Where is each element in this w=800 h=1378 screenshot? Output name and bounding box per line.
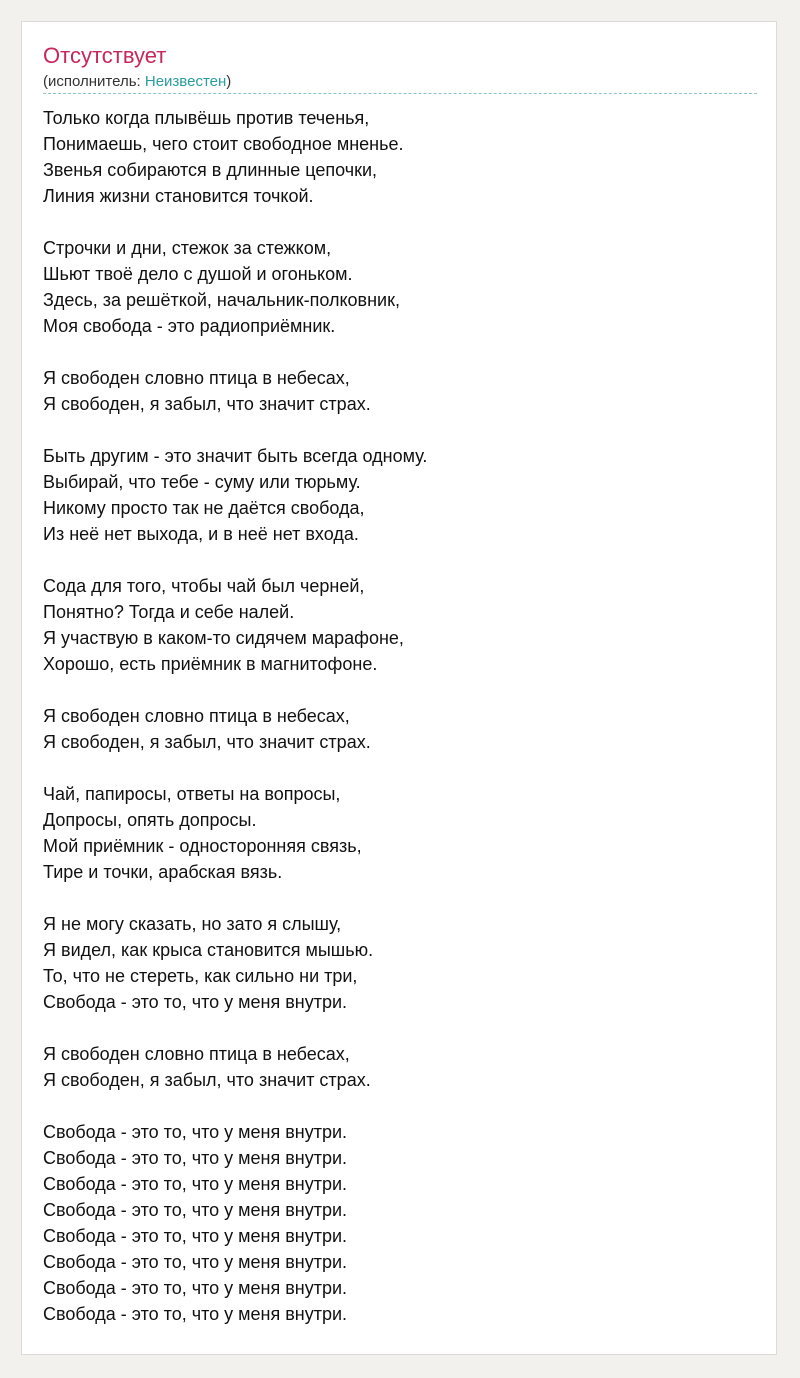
lyric-line: Я свободен словно птица в небесах, [43, 1044, 350, 1064]
lyric-line: Мой приёмник - односторонняя связь, [43, 836, 362, 856]
lyric-line: Свобода - это то, что у меня внутри. [43, 992, 348, 1012]
lyric-line: Я участвую в каком-то сидячем марафоне, [43, 628, 404, 648]
lyric-line: Я свободен, я забыл, что значит страх. [43, 394, 371, 414]
lyric-line: Выбирай, что тебе - суму или тюрьму. [43, 472, 361, 492]
lyric-line: Понимаешь, чего стоит свободное мненье. [43, 134, 404, 154]
lyric-line: Строчки и дни, стежок за стежком, [43, 238, 332, 258]
lyrics-stanza [43, 105, 758, 209]
lyric-line: Хорошо, есть приёмник в магнитофоне. [43, 654, 378, 674]
lyric-line: Свобода - это то, что у меня внутри. [43, 1304, 348, 1324]
lyrics-stanza [43, 1041, 758, 1093]
lyric-line: Свобода - это то, что у меня внутри. [43, 1226, 348, 1246]
lyrics-stanza [43, 573, 758, 677]
artist-line [43, 72, 231, 92]
lyric-line: Быть другим - это значит быть всегда одному. [43, 446, 428, 466]
lyric-line: То, что не стереть, как сильно ни три, [43, 966, 358, 986]
lyrics-stanza [43, 235, 758, 339]
title-divider [43, 93, 757, 94]
lyric-line: Понятно? Тогда и себе налей. [43, 602, 295, 622]
lyric-line: Сода для того, чтобы чай был черней, [43, 576, 365, 596]
lyric-line: Я не могу сказать, но зато я слышу, [43, 914, 342, 934]
lyric-line: Допросы, опять допросы. [43, 810, 257, 830]
lyric-line: Свобода - это то, что у меня внутри. [43, 1200, 348, 1220]
lyric-line: Звенья собираются в длинные цепочки, [43, 160, 378, 180]
lyric-line: Здесь, за решёткой, начальник-полковник, [43, 290, 400, 310]
lyric-line: Чай, папиросы, ответы на вопросы, [43, 784, 341, 804]
song-title: Отсутствует [43, 43, 167, 68]
lyrics-stanza [43, 443, 758, 547]
lyric-line: Я свободен, я забыл, что значит страх. [43, 1070, 371, 1090]
lyrics-stanza [43, 911, 758, 1015]
artist-link[interactable]: Неизвестен [144, 73, 227, 90]
lyrics-stanza [43, 1119, 758, 1327]
lyric-line: Свобода - это то, что у меня внутри. [43, 1148, 348, 1168]
lyric-line: Только когда плывёшь против теченья, [43, 108, 370, 128]
artist-prefix: (исполнитель: [43, 73, 145, 90]
lyric-line: Никому просто так не даётся свобода, [43, 498, 365, 518]
lyrics-stanza [43, 703, 758, 755]
artist-suffix: ) [226, 73, 232, 90]
lyric-line: Моя свобода - это радиоприёмник. [43, 316, 336, 336]
lyric-line: Я свободен словно птица в небесах, [43, 368, 350, 388]
lyric-line: Свобода - это то, что у меня внутри. [43, 1278, 348, 1298]
lyric-line: Тире и точки, арабская вязь. [43, 862, 283, 882]
lyrics-stanza [43, 781, 758, 885]
lyrics-body [43, 105, 758, 1353]
lyrics-card [21, 21, 777, 1355]
lyrics-stanza [43, 365, 758, 417]
lyric-line: Линия жизни становится точкой. [43, 186, 314, 206]
lyric-line: Я свободен словно птица в небесах, [43, 706, 350, 726]
lyric-line: Я видел, как крыса становится мышью. [43, 940, 374, 960]
lyric-line: Из неё нет выхода, и в неё нет входа. [43, 524, 359, 544]
lyric-line: Я свободен, я забыл, что значит страх. [43, 732, 371, 752]
lyric-line: Свобода - это то, что у меня внутри. [43, 1174, 348, 1194]
lyric-line: Шьют твоё дело с душой и огоньком. [43, 264, 353, 284]
lyric-line: Свобода - это то, что у меня внутри. [43, 1252, 348, 1272]
lyric-line: Свобода - это то, что у меня внутри. [43, 1122, 348, 1142]
